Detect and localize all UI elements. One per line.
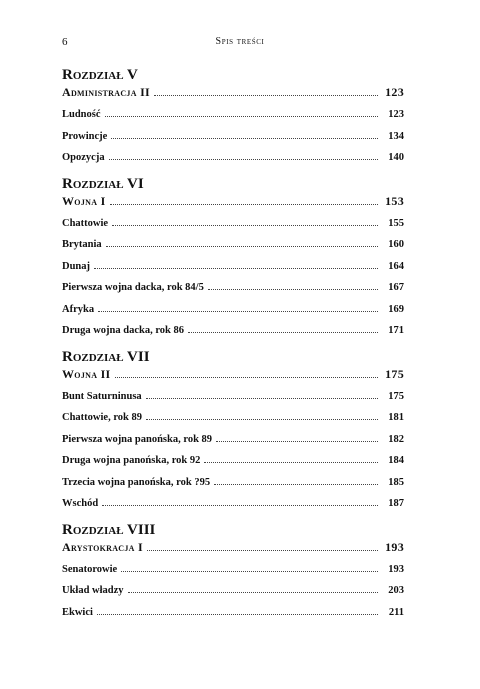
entry-page-number: 123 bbox=[388, 109, 404, 120]
entry-page-number: 155 bbox=[388, 217, 404, 229]
dot-leader bbox=[204, 462, 378, 463]
entry-page-number: 187 bbox=[388, 498, 404, 509]
entry-page-number: 160 bbox=[388, 239, 404, 250]
table-of-contents bbox=[62, 66, 404, 629]
toc-entry bbox=[62, 407, 404, 429]
entry-label: Afryka bbox=[62, 303, 95, 315]
entry-page-number: 175 bbox=[388, 390, 404, 402]
entry-label: Pierwsza wojna panońska, rok 89 bbox=[62, 433, 213, 445]
entry-label: Druga wojna panońska, rok 92 bbox=[62, 455, 201, 466]
chapter-title: Rozdział VIII bbox=[62, 521, 156, 538]
dot-leader bbox=[146, 398, 378, 399]
dot-leader bbox=[208, 289, 378, 290]
dot-leader bbox=[147, 550, 378, 551]
entry-page-number: 153 bbox=[385, 193, 404, 208]
entry-label: Wojna I bbox=[62, 193, 106, 208]
toc-entry bbox=[62, 386, 404, 408]
entry-page-number: 185 bbox=[388, 476, 404, 488]
entry-label: Brytania bbox=[62, 239, 102, 250]
toc-entry bbox=[62, 234, 404, 256]
section-entry bbox=[62, 539, 404, 555]
entry-label: Senatorowie bbox=[62, 563, 118, 575]
entry-label: Chattowie, rok 89 bbox=[62, 412, 143, 423]
toc-entry bbox=[62, 320, 404, 342]
entry-label: Układ władzy bbox=[62, 585, 124, 596]
dot-leader bbox=[128, 592, 378, 593]
dot-leader bbox=[106, 246, 378, 247]
entry-page-number: 175 bbox=[385, 366, 404, 381]
entry-page-number: 193 bbox=[388, 563, 404, 575]
dot-leader bbox=[216, 441, 378, 442]
dot-leader bbox=[97, 614, 378, 615]
dot-leader bbox=[112, 225, 378, 226]
dot-leader bbox=[121, 571, 378, 572]
entry-page-number: 181 bbox=[388, 412, 404, 423]
toc-entry bbox=[62, 493, 404, 515]
toc-entry bbox=[62, 602, 404, 624]
entry-label: Trzecia wojna panońska, rok ?95 bbox=[62, 476, 211, 488]
dot-leader bbox=[111, 138, 378, 139]
entry-label: Opozycja bbox=[62, 152, 105, 163]
entry-page-number: 182 bbox=[388, 433, 404, 445]
entry-page-number: 140 bbox=[388, 152, 404, 163]
dot-leader bbox=[102, 505, 378, 506]
entry-label: Wojna II bbox=[62, 366, 111, 381]
section-entry bbox=[62, 366, 404, 382]
dot-leader bbox=[188, 332, 378, 333]
chapter-title: Rozdział VI bbox=[62, 175, 144, 192]
entry-label: Chattowie bbox=[62, 217, 109, 229]
toc-entry bbox=[62, 277, 404, 299]
toc-entry bbox=[62, 299, 404, 321]
chapter-title: Rozdział VII bbox=[62, 348, 150, 365]
entry-page-number: 164 bbox=[388, 260, 404, 272]
entry-page-number: 193 bbox=[385, 539, 404, 554]
entry-label: Pierwsza wojna dacka, rok 84/5 bbox=[62, 282, 204, 293]
entry-label: Druga wojna dacka, rok 86 bbox=[62, 325, 185, 336]
toc-entry bbox=[62, 126, 404, 148]
entry-label: Ludność bbox=[62, 109, 101, 120]
toc-entry bbox=[62, 559, 404, 581]
dot-leader bbox=[214, 484, 378, 485]
dot-leader bbox=[146, 419, 378, 420]
entry-page-number: 184 bbox=[388, 455, 404, 466]
toc-entry bbox=[62, 472, 404, 494]
toc-entry bbox=[62, 213, 404, 235]
toc-entry bbox=[62, 429, 404, 451]
entry-label: Ekwici bbox=[62, 606, 93, 618]
dot-leader bbox=[115, 377, 378, 378]
entry-label: Dunaj bbox=[62, 260, 91, 272]
entry-page-number: 123 bbox=[385, 85, 404, 99]
chapter-block bbox=[62, 175, 404, 342]
chapter-block bbox=[62, 66, 404, 169]
toc-entry bbox=[62, 580, 404, 602]
entry-page-number: 211 bbox=[388, 606, 404, 618]
running-head bbox=[62, 36, 418, 50]
dot-leader bbox=[109, 159, 378, 160]
dot-leader bbox=[110, 204, 378, 205]
chapter-block bbox=[62, 348, 404, 515]
entry-page-number: 169 bbox=[388, 303, 404, 315]
section-entry bbox=[62, 193, 404, 209]
dot-leader bbox=[98, 311, 378, 312]
section-entry bbox=[62, 84, 404, 100]
toc-entry bbox=[62, 256, 404, 278]
dot-leader bbox=[105, 116, 378, 117]
entry-label: Administracja II bbox=[62, 85, 151, 99]
entry-page-number: 167 bbox=[388, 282, 404, 293]
entry-page-number: 203 bbox=[388, 585, 404, 596]
page-number: 6 bbox=[62, 36, 68, 48]
entry-label: Wschód bbox=[62, 498, 99, 509]
running-title: Spis treści bbox=[215, 36, 265, 47]
entry-page-number: 171 bbox=[388, 325, 404, 336]
chapter-title: Rozdział V bbox=[62, 67, 138, 83]
entry-page-number: 134 bbox=[388, 130, 404, 142]
entry-label: Prowincje bbox=[62, 130, 108, 142]
dot-leader bbox=[154, 95, 378, 96]
toc-entry bbox=[62, 147, 404, 169]
entry-label: Arystokracja I bbox=[62, 539, 144, 554]
toc-entry bbox=[62, 450, 404, 472]
dot-leader bbox=[94, 268, 378, 269]
entry-label: Bunt Saturninusa bbox=[62, 390, 142, 402]
toc-entry bbox=[62, 104, 404, 126]
chapter-block bbox=[62, 521, 404, 624]
